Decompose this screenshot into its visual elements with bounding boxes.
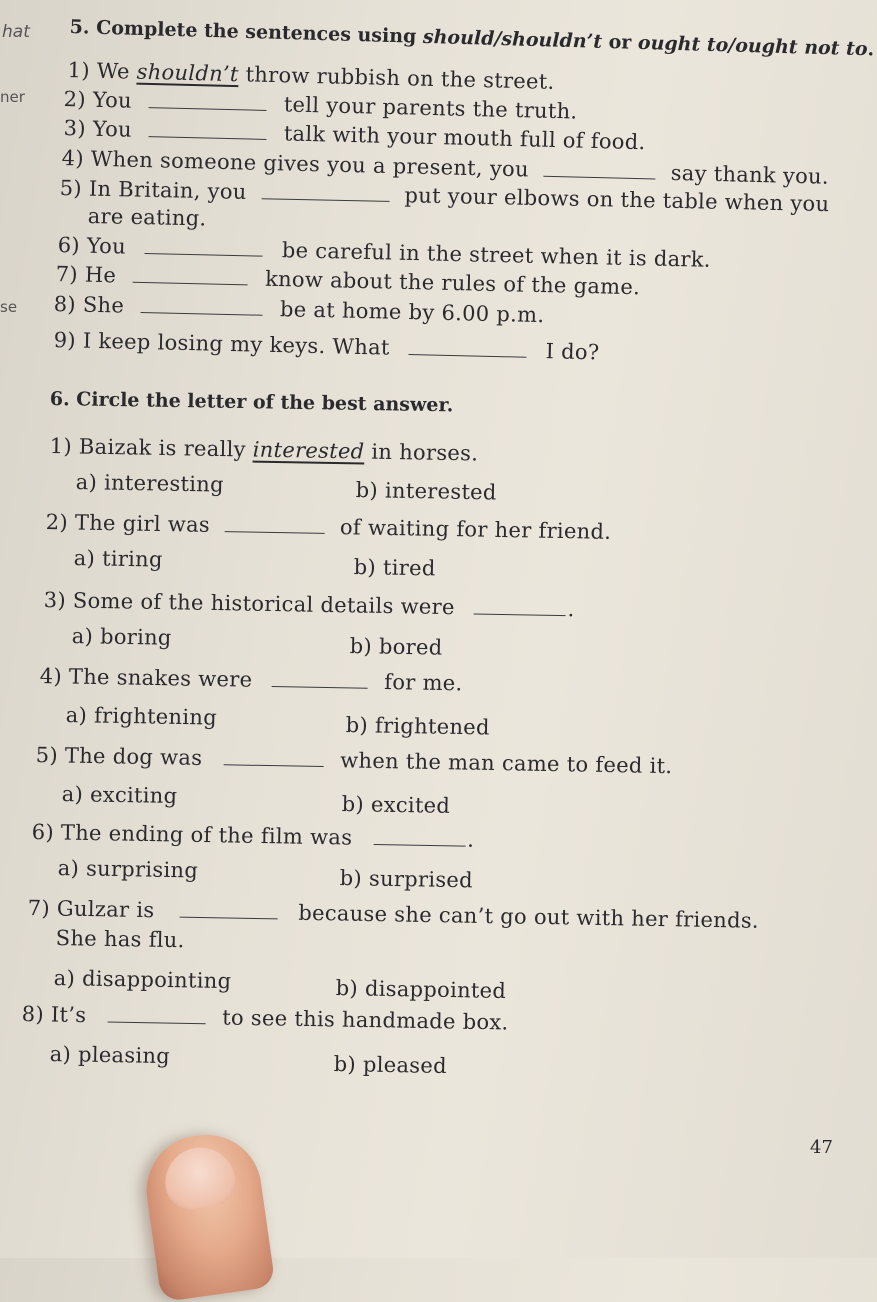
answer-blank[interactable] — [261, 180, 389, 202]
ex5-sentence-3: 3) You talk with your mouth full of food. — [63, 116, 646, 155]
exercise-6-title: 6. Circle the letter of the best answer. — [49, 388, 454, 417]
ex5-sentence-1: 1) We shouldn’t throw rubbish on the street. — [67, 58, 555, 94]
ex5-sentence-6: 6) You be careful in the street when it is dark. — [57, 233, 712, 272]
ex6-q5-option-b[interactable]: b) excited — [341, 792, 451, 818]
ex6-q6-option-b[interactable]: b) surprised — [339, 866, 474, 893]
margin-fragment: hat — [2, 22, 30, 42]
answer-blank[interactable] — [474, 596, 566, 617]
thumb — [139, 1128, 275, 1302]
answer-blank[interactable] — [107, 1003, 205, 1024]
ex6-question-1: 1) Baizak is really interested in horses. — [49, 434, 479, 466]
ex6-question-3: 3) Some of the historical details were . — [43, 588, 575, 622]
ex6-q1-option-a[interactable]: a) interesting — [75, 470, 225, 497]
ex6-q3-option-a[interactable]: a) boring — [71, 624, 172, 650]
ex5-sentence-4: 4) When someone gives you a present, you say thank you. — [61, 146, 830, 189]
ex6-q7-option-a[interactable]: a) disappointing — [53, 966, 232, 994]
answer-blank[interactable] — [141, 294, 263, 316]
answer-blank[interactable] — [409, 336, 527, 358]
ex6-q4-option-a[interactable]: a) frightening — [65, 703, 218, 730]
answer-blank[interactable] — [145, 235, 263, 257]
margin-fragment: se — [0, 298, 18, 316]
ex6-q3-option-b[interactable]: b) bored — [349, 634, 443, 660]
margin-fragment: ner — [0, 88, 25, 106]
ex6-q7-option-b[interactable]: b) disappointed — [335, 976, 507, 1003]
ex5-sentence-7: 7) He know about the rules of the game. — [55, 262, 641, 300]
ex6-q8-option-a[interactable]: a) pleasing — [49, 1042, 171, 1069]
ex5-sentence-9: 9) I keep losing my keys. What I do? — [53, 328, 600, 365]
ex5-sentence-5: 5) In Britain, you put your elbows on the table when you — [59, 176, 830, 217]
ex6-q4-option-b[interactable]: b) frightened — [345, 713, 490, 740]
ex6-question-7-continued: She has flu. — [55, 926, 185, 953]
exercise-5-title: 5. Complete the sentences using should/shouldn’t or ought to/ought not to. — [69, 16, 875, 61]
ex5-sentence-8: 8) She be at home by 6.00 p.m. — [53, 292, 545, 328]
answer-blank[interactable] — [271, 668, 367, 689]
ex6-q8-option-b[interactable]: b) pleased — [333, 1052, 448, 1078]
ex6-question-2: 2) The girl was of waiting for her friend. — [45, 510, 612, 544]
ex6-q1-option-b[interactable]: b) interested — [355, 478, 497, 505]
page-number: 47 — [810, 1137, 833, 1158]
answer-blank[interactable] — [179, 899, 277, 920]
answer-blank[interactable] — [373, 826, 465, 847]
answer-blank[interactable] — [133, 264, 248, 286]
ex6-q6-option-a[interactable]: a) surprising — [57, 856, 199, 883]
ex5-sentence-5-continued: are eating. — [87, 204, 207, 231]
thumbnail-nail — [161, 1143, 239, 1212]
answer-blank[interactable] — [223, 746, 323, 767]
answer-blank[interactable] — [149, 118, 267, 140]
ex6-q2-option-a[interactable]: a) tiring — [73, 546, 163, 572]
answer-blank[interactable] — [544, 158, 656, 180]
ex6-q2-option-b[interactable]: b) tired — [353, 555, 436, 581]
ex6-question-6: 6) The ending of the film was . — [31, 820, 475, 852]
ex5-sentence-2: 2) You tell your parents the truth. — [63, 87, 578, 124]
answer-blank[interactable] — [225, 513, 325, 534]
ex6-question-4: 4) The snakes were for me. — [39, 664, 463, 696]
ex6-q5-option-a[interactable]: a) exciting — [61, 782, 178, 809]
ex6-question-7: 7) Gulzar is because she can’t go out with her friends. — [27, 896, 760, 933]
ex6-question-5: 5) The dog was when the man came to feed it. — [35, 743, 673, 779]
answer-blank[interactable] — [149, 89, 267, 111]
ex6-question-8: 8) It’s to see this handmade box. — [21, 1002, 509, 1035]
